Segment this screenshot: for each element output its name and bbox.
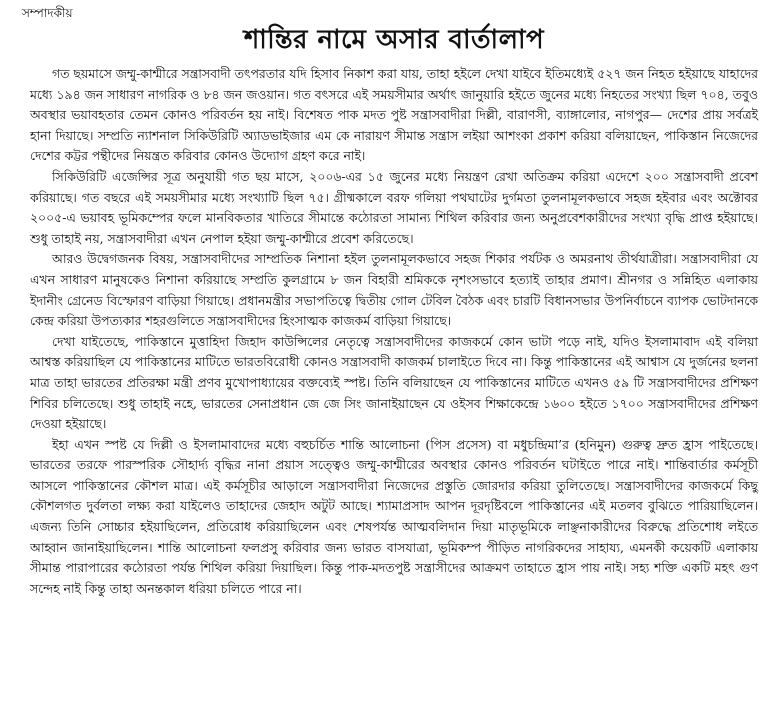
paragraph: দেখা যাইতেছে, পাকিস্তানে মুত্তাহিদা জিহাদ কাউন্সিলের নেতৃত্বে সন্ত্রাসবাদীদের কাজকর্মে কোন ভাটা পড়ে নাই, যদিও ইসলামাবাদ এই বলিয়া আশ্বস্ত করিয়াছিল যে পাকিস্তানের মাটিতে ভারতবিরোধী কোনও সন্ত্রাসবাদী কাজকর্ম চালাইতে দিবে না। কিন্তু পাকিস্তানের এই আশ্বাস যে দুর্জনের ছলনা মাত্র তাহা ভারতের প্রতিরক্ষা মন্ত্রী প্রণব মুখোপাধ্যায়ের বক্তব্যেই স্পষ্ট। তিনি বলিয়াছেন যে পাকিস্তানের মাটিতে এখনও ৫৯ টি সন্ত্রাসবাদীদের প্রশিক্ষণ শিবির চলিতেছে। শুধু তাহাই নহে, ভারতের সেনাপ্রধান জে জে সিং জানাইয়াছেন যে ওইসব শিক্ষাকেন্দ্রে ১৬০০ হইতে ১৭০০ সন্ত্রাসবাদীদের প্রশিক্ষণ দেওয়া হইয়াছে। bbox=[30, 333, 758, 432]
section-label: সম্পাদকীয় bbox=[22, 6, 73, 20]
paragraph: গত ছয়মাসে জম্মু-কাশ্মীরে সন্ত্রাসবাদী তৎপরতার যদি হিসাব নিকাশ করা যায়, তাহা হইলে দেখা যাইবে ইতিমধ্যেই ৫২৭ জন নিহত হইয়াছে যাহাদের মধ্যে ১৯৪ জন সাধারণ নাগরিক ও ৮৪ জন জওয়ান। গত বৎসরে এই সময়সীমার অর্থাৎ জানুয়ারি হইতে জুনের মধ্যে নিহতের সংখ্যা ছিল ৭০৪, তবুও অবস্থার ভয়াবহতার তেমন কোনও পরিবর্তন হয় নাই। বিশেষত পাক মদত পুষ্ট সন্ত্রাসবাদীরা দিল্লী, বারাণসী, ব্যাঙ্গালোর, নাগপুর— দেশের প্রায় সর্বত্রই হানা দিয়াছে। সম্প্রতি ন্যাশনাল সিকিউরিটি অ্যাডভাইজার এম কে নারায়ণ সীমান্ত সন্ত্রাস লইয়া আশংকা প্রকাশ করিয়া বলিয়াছেন, পাকিস্তান নিজেদের দেশের কট্টর পন্থীদের নিয়ন্ত্রত করিবার কোনও উদ্যোগ গ্রহণ করে নাই। bbox=[30, 66, 758, 164]
paragraph: সিকিউরিটি এজেন্সির সূত্র অনুযায়ী গত ছয় মাসে, ২০০৬-এর ১৫ জুনের মধ্যে নিয়ন্ত্রণ রেখা অতিক্রম করিয়া এদেশে ২০০ সন্ত্রাসবাদী প্রবেশ করিয়াছে। গত বছরে এই সময়সীমার মধ্যে সংখ্যাটি ছিল ৭৫। গ্রীষ্মকালে বরফ গলিয়া পথঘাটের দুর্গমতা তুলনামূলকভাবে সহজ হইবার এবং অক্টোবর ২০০৫-এ ভয়াবহ ভূমিকম্পের ফলে মানবিকতার খাতিরে সীমান্তে কঠোরতা সামান্য শিথিল করিবার জন্য অনুপ্রবেশকারীদের সংখ্যা বৃদ্ধি প্রাপ্ত হইয়াছে। শুধু তাহাই নয়, সন্ত্রাসবাদীরা এখন নেপাল হইয়া জম্মু-কাশ্মীরে প্রবেশ করিতেছে। bbox=[30, 168, 758, 246]
paragraph: ইহা এখন স্পষ্ট যে দিল্লী ও ইসলামাবাদের মধ্যে বহুচর্চিত শান্তি আলোচনা (পিস প্রসেস) বা মধুচন্দ্রিমা’র (হনিমুন) গুরুত্ব দ্রুত হ্রাস পাইতেছে। ভারতের তরফে পারস্পরিক সৌহার্দ্য বৃদ্ধির নানা প্রয়াস সত্ত্বেও জম্মু-কাশ্মীরের অবস্থার কোনও পরিবর্তন ঘটাইতে পারে নাই। শান্তিবার্তার কর্মসূচী আসলে পাকিস্তানের কৌশল মাত্র। এই কর্মসূচীর আড়ালে সন্ত্রাসবাদীরা নিজেদের প্রস্তুতি জোরদার করিয়া তুলিতেছে। সন্ত্রাসবাদীদের কাজকর্মে কিছু কৌশলগত দুর্বলতা লক্ষ্য করা যাইলেও তাহাদের জেহাদ অটুট আছে। শ্যামাপ্রসাদ আপন দূরদৃষ্টিবলে পাকিস্তানের এই মতলব বুঝিতে পারিয়াছিলেন। এজন্য তিনি সোচ্চার হইয়াছিলেন, প্রতিরোধ করিয়াছিলেন এবং শেষপর্যন্ত আত্মবলিদান দিয়া মাতৃভূমিকে লাঞ্ছনাকারীদের বিরুদ্ধে প্রতিশোধ লইতে আহ্বান জানাইয়াছিলেন। শান্তি আলোচনা ফলপ্রসু করিবার জন্য ভারত বাসযাত্রা, ভূমিকম্প পীড়িত নাগরিকদের সাহায্য, এমনকী কয়েকটি এলাকায় সীমান্ত পারাপারের কঠোরতা পর্যন্ত শিথিল করিয়া দিয়াছিল। কিন্তু পাক-মদতপুষ্ট সন্ত্রাসীদের আক্রমণ তাহাতে হ্রাস পায় নাই। সহ্য শক্তি একটি মহৎ গুণ সন্দেহ নাই কিন্তু তাহা অনন্তকাল ধরিয়া চলিতে পারে না। bbox=[30, 436, 758, 596]
paragraph: আরও উদ্বেগজনক বিষয়, সন্ত্রাসবাদীদের সাম্প্রতিক নিশানা হইল তুলনামূলকভাবে সহজ শিকার পর্যটক ও অমরনাথ তীর্থযাত্রীরা। সন্ত্রাসবাদীরা যে এখন সাধারণ মানুষকেও নিশানা করিয়াছে সম্প্রতি কুলগ্রামে ৮ জন বিহারী শ্রমিককে নৃশংসভাবে হত্যাই তাহার প্রমাণ। শ্রীনগর ও সন্নিহিত এলাকায় ইদানীং গ্রেনেড বিস্ফোরণ বাড়িয়া গিয়াছে। প্রধানমন্ত্রীর সভাপতিত্বে দ্বিতীয় গোল টেবিল বৈঠক এবং চারটি বিধানসভার উপনির্বাচনে ব্যাপক ভোটদানকে কেন্দ্র করিয়া উপত্যকার শহরগুলিতে সন্ত্রাসবাদীদের হিংসাত্মক কাজকর্ম বাড়িয়া গিয়াছে। bbox=[30, 251, 758, 329]
editorial-body bbox=[30, 64, 758, 599]
editorial-headline: শান্তির নামে অসার বার্তালাপ bbox=[243, 25, 545, 55]
